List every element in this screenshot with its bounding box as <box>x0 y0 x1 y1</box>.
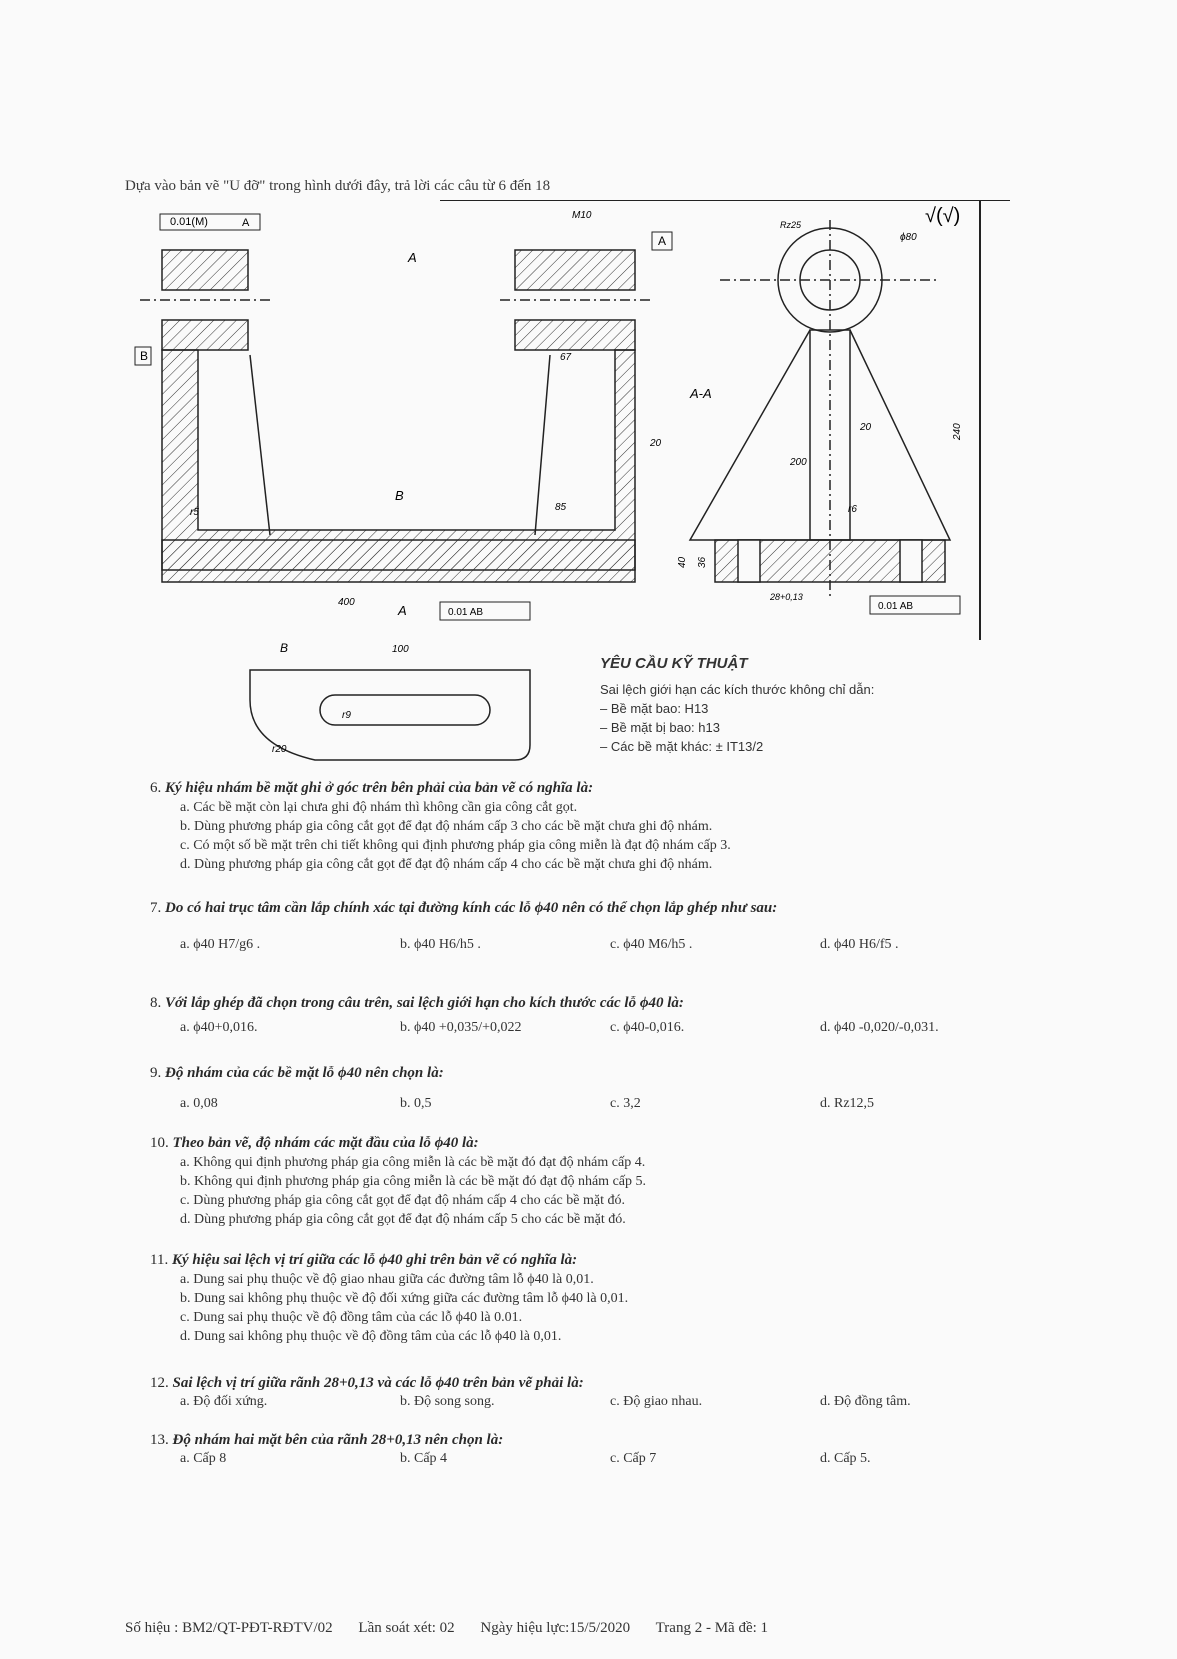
question-8 <box>150 995 950 1042</box>
question-text: Ký hiệu nhám bề mặt ghi ở góc trên bên phải của bản vẽ có nghĩa là: <box>165 780 594 796</box>
section-aa-title: A-A <box>690 386 712 401</box>
option[interactable]: d. Dung sai không phụ thuộc về độ đồng tâm của các lỗ ϕ40 là 0,01. <box>180 1329 562 1344</box>
question-text: Độ nhám hai mặt bên của rãnh 28+0,13 nên chọn là: <box>172 1432 504 1448</box>
question-text: Do có hai trục tâm cần lắp chính xác tại đường kính các lỗ ϕ40 nên có thể chọn lắp ghép như sau: <box>165 900 778 916</box>
datum-b-box: B <box>140 349 149 363</box>
dim-400: 400 <box>338 597 355 608</box>
tol-parallel-left: 0.01 AB <box>448 607 484 618</box>
doc-code: Số hiệu : BM2/QT-PĐT-RĐTV/02 <box>125 1620 333 1636</box>
r6-label: r6 <box>848 504 857 515</box>
option[interactable]: c. Cấp 7 <box>610 1451 657 1466</box>
option[interactable]: d. Dùng phương pháp gia công cắt gọt để đạt độ nhám cấp 4 cho các bề mặt chưa ghi độ nhám. <box>180 857 713 872</box>
question-9 <box>150 1065 950 1122</box>
question-text: Sai lệch vị trí giữa rãnh 28+0,13 và các lỗ ϕ40 trên bản vẽ phải là: <box>172 1375 584 1391</box>
page-footer <box>125 1620 790 1637</box>
question-text: Với lắp ghép đã chọn trong câu trên, sai lệch giới hạn cho kích thước các lỗ ϕ40 là: <box>165 995 684 1011</box>
u-body-view <box>140 250 650 582</box>
dim-240: 240 <box>952 423 963 440</box>
option[interactable]: b. Dung sai không phụ thuộc về độ đối xứng giữa các đường tâm lỗ ϕ40 là 0,01. <box>180 1291 629 1306</box>
requirement-item: – Bề mặt bị bao: h13 <box>600 720 720 735</box>
question-number: 6. <box>150 780 162 796</box>
arrow-a-top: A <box>408 250 417 265</box>
question-text: Ký hiệu sai lệch vị trí giữa các lỗ ϕ40 ghi trên bản vẽ có nghĩa là: <box>171 1252 578 1268</box>
dim-67: 67 <box>560 352 572 363</box>
arrow-b-label: B <box>395 488 404 503</box>
dim-40: 40 <box>677 556 688 568</box>
requirements-intro: Sai lệch giới hạn các kích thước không chỉ dẫn: <box>600 682 875 697</box>
question-13 <box>150 1432 970 1471</box>
dim-100: 100 <box>392 644 409 655</box>
question-text: Theo bản vẽ, độ nhám các mặt đầu của lỗ ϕ40 là: <box>172 1135 479 1151</box>
option[interactable]: c. 3,2 <box>610 1096 641 1111</box>
revision: Lần soát xét: 02 <box>358 1620 455 1636</box>
view-b-title: B <box>280 641 289 655</box>
question-number: 10. <box>150 1135 169 1151</box>
option[interactable]: a. ϕ40 H7/g6 . <box>180 937 261 952</box>
datum-a-label: A <box>242 217 250 229</box>
dim-200: 200 <box>790 457 807 468</box>
option[interactable]: b. 0,5 <box>400 1096 432 1111</box>
option[interactable]: b. Không qui định phương pháp gia công miễn là các bề mặt đó đạt độ nhám cấp 5. <box>180 1174 646 1189</box>
r5-label: r5 <box>190 507 199 518</box>
tol-concentric: 0.01(M) <box>170 216 208 228</box>
option[interactable]: a. Cấp 8 <box>180 1451 227 1466</box>
option[interactable]: a. 0,08 <box>180 1096 218 1111</box>
question-6 <box>150 780 731 876</box>
requirement-item: – Các bề mặt khác: ± IT13/2 <box>600 739 764 754</box>
option[interactable]: c. ϕ40-0,016. <box>610 1020 685 1035</box>
question-11 <box>150 1252 628 1348</box>
m10-label: M10 <box>572 210 592 221</box>
page-number: Trang 2 - Mã đề: 1 <box>655 1620 769 1636</box>
question-number: 8. <box>150 995 162 1011</box>
question-number: 11. <box>150 1252 169 1268</box>
r9-label: r9 <box>342 710 351 721</box>
requirements-title: YÊU CẦU KỸ THUẬT <box>600 655 748 672</box>
dim-80: ϕ80 <box>900 232 917 243</box>
question-number: 13. <box>150 1432 169 1448</box>
datum-a-box: A <box>658 234 667 248</box>
option[interactable]: b. Dùng phương pháp gia công cắt gọt để đạt độ nhám cấp 3 cho các bề mặt chưa ghi độ nhám. <box>180 819 713 834</box>
effective-date: Ngày hiệu lực:15/5/2020 <box>480 1620 631 1636</box>
option[interactable]: c. Có một số bề mặt trên chi tiết không qui định phương pháp gia công miễn là đạt độ nhám cấp 3. <box>180 838 731 853</box>
question-number: 9. <box>150 1065 162 1081</box>
arrow-a-bottom: A <box>398 603 407 618</box>
section-aa-view <box>690 220 950 600</box>
rz25-label: Rz25 <box>780 220 802 230</box>
option[interactable]: c. Dùng phương pháp gia công cắt gọt để đạt độ nhám cấp 4 cho các bề mặt đó. <box>180 1193 625 1208</box>
dim-20b: 20 <box>860 422 872 433</box>
technical-drawing <box>130 200 1010 780</box>
option[interactable]: d. Rz12,5 <box>820 1096 875 1111</box>
option[interactable]: a. ϕ40+0,016. <box>180 1020 258 1035</box>
intro-text: Dựa vào bản vẽ "U đỡ" trong hình dưới đây, trả lời các câu từ 6 đến 18 <box>125 178 551 194</box>
dim-26: 36 <box>697 556 708 568</box>
option[interactable]: c. Độ giao nhau. <box>610 1394 703 1409</box>
option[interactable]: a. Độ đối xứng. <box>180 1394 268 1409</box>
option[interactable]: a. Dung sai phụ thuộc về độ giao nhau giữa các đường tâm lỗ ϕ40 là 0,01. <box>180 1272 594 1287</box>
question-number: 12. <box>150 1375 169 1391</box>
question-7 <box>150 900 950 967</box>
roughness-symbol-icon: √(√) <box>925 205 961 227</box>
technical-requirements <box>600 655 874 758</box>
option[interactable]: d. Cấp 5. <box>820 1451 871 1466</box>
view-b <box>250 670 530 760</box>
option[interactable]: b. Cấp 4 <box>400 1451 448 1466</box>
option[interactable]: d. Độ đồng tâm. <box>820 1394 911 1409</box>
option[interactable]: b. Độ song song. <box>400 1394 495 1409</box>
option[interactable]: c. ϕ40 M6/h5 . <box>610 937 693 952</box>
dim-20a: 20 <box>650 438 662 449</box>
groove-label: 28+0,13 <box>770 592 803 602</box>
option[interactable]: d. Dùng phương pháp gia công cắt gọt để đạt độ nhám cấp 5 cho các bề mặt đó. <box>180 1212 626 1227</box>
dim-85: 85 <box>555 502 567 513</box>
option[interactable]: d. ϕ40 -0,020/-0,031. <box>820 1020 939 1035</box>
option[interactable]: c. Dung sai phụ thuộc về độ đồng tâm của các lỗ ϕ40 là 0.01. <box>180 1310 523 1325</box>
question-12 <box>150 1375 970 1414</box>
option[interactable]: b. ϕ40 +0,035/+0,022 <box>400 1020 522 1035</box>
requirement-item: – Bề mặt bao: H13 <box>600 701 709 716</box>
option[interactable]: a. Các bề mặt còn lại chưa ghi độ nhám thì không cần gia công cắt gọt. <box>180 800 578 815</box>
option[interactable]: a. Không qui định phương pháp gia công miễn là các bề mặt đó đạt độ nhám cấp 4. <box>180 1155 646 1170</box>
question-number: 7. <box>150 900 162 916</box>
r20-label: r20 <box>272 744 287 755</box>
tol-parallel-right: 0.01 AB <box>878 601 914 612</box>
question-text: Độ nhám của các bề mặt lỗ ϕ40 nên chọn là: <box>165 1065 444 1081</box>
question-10 <box>150 1135 646 1231</box>
option[interactable]: b. ϕ40 H6/h5 . <box>400 937 481 952</box>
option[interactable]: d. ϕ40 H6/f5 . <box>820 937 899 952</box>
